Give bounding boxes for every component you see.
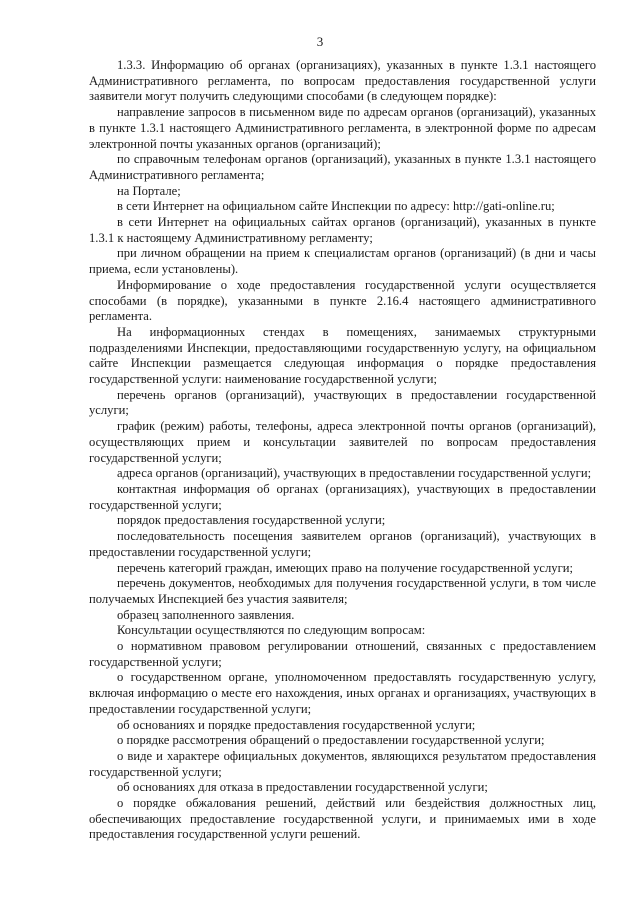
paragraph: в сети Интернет на официальном сайте Инспекции по адресу: http://gati-online.ru;: [117, 199, 555, 214]
paragraph: порядок предоставления государственной услуги;: [117, 513, 386, 528]
paragraph: перечень документов, необходимых для получения государственной услуги, в том числе получаемых Инспекцией без участия заявителя;: [89, 576, 596, 606]
paragraph: по справочным телефонам органов (организаций), указанных в пункте 1.3.1 настоящего Административного регламента;: [89, 152, 596, 182]
page-number: 3: [316, 34, 324, 49]
paragraph: о нормативном правовом регулировании отношений, связанных с предоставлением государственной услуги;: [89, 639, 596, 669]
paragraph: перечень органов (организаций), участвующих в предоставлении государственной услуги;: [89, 387, 596, 418]
paragraph: перечень категорий граждан, имеющих право на получение государственной услуги;: [117, 560, 573, 575]
paragraph: Информирование о ходе предоставления государственной услуги осуществляется способами (в порядке), указанными в пункте 2.16.4 настоящего административного регламента.: [89, 277, 596, 324]
paragraph: На информационных стендах в помещениях, занимаемых структурными подразделениями Инспекции, предоставляющими государственную услугу, на официальном сайте Инспекции размещается следующая информация о порядке предоставления государственной услуги: наименование государственной услуги;: [89, 324, 596, 387]
paragraph: образец заполненного заявления.: [117, 607, 295, 622]
paragraph: об основаниях для отказа в предоставлении государственной услуги;: [117, 780, 488, 795]
paragraph: график (режим) работы, телефоны, адреса электронной почты органов (организаций), осуществляющих прием и консультации заявителей по вопросам предоставления государственной услуги;: [89, 419, 596, 465]
paragraph: при личном обращении на прием к специалистам органов (организаций) (в дни и часы приема, если установлены).: [89, 246, 596, 277]
document-body: [89, 58, 596, 843]
paragraph: на Портале;: [117, 183, 181, 198]
paragraph: последовательность посещения заявителем органов (организаций), участвующих в предоставлении государственной услуги;: [89, 529, 596, 559]
paragraph: адреса органов (организаций), участвующих в предоставлении государственной услуги;: [117, 466, 592, 481]
paragraph: направление запросов в письменном виде по адресам органов (организаций), указанных в пункте 1.3.1 настоящего Административного регламента, в электронной форме по адресам электронной почты указанных органов (организаций);: [89, 105, 596, 151]
paragraph: в сети Интернет на официальных сайтах органов (организаций), указанных в пункте 1.3.1 к настоящему Административному регламенту;: [89, 215, 596, 245]
paragraph: 1.3.3. Информацию об органах (организациях), указанных в пункте 1.3.1 настоящего Административного регламента, по вопросам предоставления государственной услуги заявители могут получить следующими способами (в следующем порядке):: [89, 58, 596, 104]
paragraph: Консультации осуществляются по следующим вопросам:: [117, 623, 426, 638]
paragraph: об основаниях и порядке предоставления государственной услуги;: [117, 717, 476, 732]
paragraph: о виде и характере официальных документов, являющихся результатом предоставления государственной услуги;: [89, 748, 596, 779]
paragraph: о порядке рассмотрения обращений о предоставлении государственной услуги;: [117, 733, 545, 748]
paragraph: контактная информация об органах (организациях), участвующих в предоставлении государственной услуги;: [89, 481, 596, 512]
paragraph: о порядке обжалования решений, действий или бездействия должностных лиц, обеспечивающих предоставление государственной услуги, и принимаемых ими в ходе предоставления государственной услуги решений.: [89, 796, 596, 842]
paragraph: о государственном органе, уполномоченном предоставлять государственную услугу, включая информацию о месте его нахождения, иных органах и организациях, участвующих в предоставлении государственной услуги;: [89, 670, 596, 716]
